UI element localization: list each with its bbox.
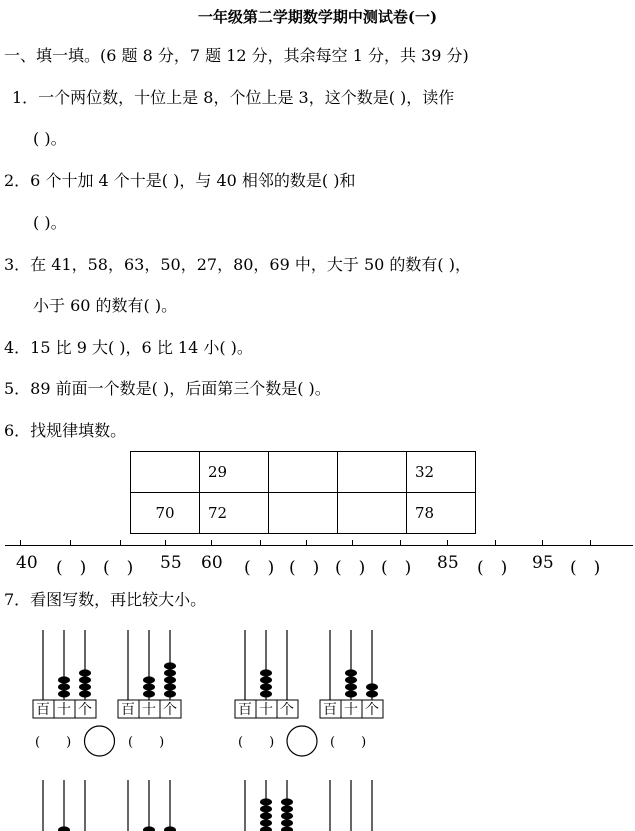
table-row: [131, 493, 476, 534]
abacus-bead: [79, 683, 91, 690]
abacus-bead: [164, 662, 176, 669]
number-line-tick: [590, 540, 591, 546]
number-line-label: 95: [532, 553, 554, 573]
number-line-label: 60: [201, 553, 223, 573]
number-line-label: ( ): [56, 558, 87, 578]
question-1-line1: 1．一个两位数，十位上是 8，个位上是 3，这个数是( )，读作: [12, 88, 455, 107]
number-line-tick: [495, 540, 496, 546]
number-line-tick: [447, 540, 448, 546]
question-4: 4．15 比 9 大( )，6 比 14 小( )。: [4, 338, 253, 357]
question-6-text: 6．找规律填数。: [4, 421, 127, 440]
abacus-bead: [366, 690, 378, 697]
number-line-label: ( ): [103, 558, 134, 578]
abacus-bead: [164, 826, 176, 831]
number-line-label: ( ): [335, 558, 366, 578]
number-line-label: 40: [16, 553, 38, 573]
question-3-line1: 3．在 41，58，63，50，27，80，69 中，大于 50 的数有( )，: [4, 255, 471, 274]
place-label: 个: [78, 702, 92, 718]
number-line-label: ( ): [477, 558, 508, 578]
number-line-label: ( ): [244, 558, 275, 578]
number-line-label: 85: [437, 553, 459, 573]
table-cell: 78: [407, 493, 476, 534]
abacus-bead: [260, 826, 272, 831]
section-heading: 一、填一填。(6 题 8 分，7 题 12 分，其余每空 1 分，共 39 分): [4, 46, 469, 65]
abacus-bead: [345, 683, 357, 690]
place-label: 百: [238, 702, 252, 718]
abacus-bead: [281, 812, 293, 819]
question-2-line1: 2．6 个十加 4 个十是( )，与 40 相邻的数是( )和: [4, 171, 356, 190]
abacus-bead: [281, 798, 293, 805]
table-cell: 29: [200, 452, 269, 493]
abacus-bead: [58, 676, 70, 683]
question-5: 5．89 前面一个数是( )，后面第三个数是( )。: [4, 379, 331, 398]
question-2-line2: ( )。: [33, 213, 67, 232]
abacus-bead: [260, 683, 272, 690]
abacus-bead: [281, 826, 293, 831]
abacus-bead: [143, 826, 155, 831]
answer-blank: ( ): [128, 735, 165, 750]
abacus-bead: [79, 676, 91, 683]
question-1-line2: ( )。: [33, 129, 67, 148]
abacus-bead: [58, 826, 70, 831]
place-label: 百: [323, 702, 337, 718]
place-label: 个: [365, 702, 379, 718]
number-line-label: ( ): [289, 558, 320, 578]
place-label: 十: [344, 702, 358, 718]
table-cell: [269, 493, 338, 534]
number-line-tick: [120, 540, 121, 546]
place-label: 十: [57, 702, 71, 718]
number-line-tick: [211, 540, 212, 546]
abacus-bead: [260, 676, 272, 683]
abacus-bead: [260, 798, 272, 805]
table-cell: [338, 452, 407, 493]
abacus-bead: [260, 812, 272, 819]
abacus-bead: [143, 690, 155, 697]
number-line-label: 55: [160, 553, 182, 573]
number-line-label: ( ): [381, 558, 412, 578]
number-line: [5, 545, 633, 546]
question-3-line2: 小于 60 的数有( )。: [33, 296, 178, 315]
number-line-tick: [306, 540, 307, 546]
table-cell: 32: [407, 452, 476, 493]
abacus-bead: [164, 676, 176, 683]
abacus-bead: [260, 819, 272, 826]
table-cell: 72: [200, 493, 269, 534]
question-7-text: 7．看图写数，再比较大小。: [4, 590, 207, 609]
place-label: 百: [121, 702, 135, 718]
table-cell: [269, 452, 338, 493]
number-line-tick: [165, 540, 166, 546]
compare-circle: [287, 726, 317, 756]
abacus-bead: [260, 669, 272, 676]
abacus-bead: [143, 683, 155, 690]
place-label: 十: [142, 702, 156, 718]
abacus-bead: [58, 683, 70, 690]
number-line-tick: [20, 540, 21, 546]
number-line-tick: [542, 540, 543, 546]
abacus-bead: [281, 819, 293, 826]
abacus-bead: [143, 676, 155, 683]
abacus-bead: [164, 669, 176, 676]
abacus-bead: [58, 690, 70, 697]
abacus-bead: [164, 690, 176, 697]
compare-circle: [85, 726, 115, 756]
table-cell: 70: [131, 493, 200, 534]
number-line-tick: [70, 540, 71, 546]
table-cell: [131, 452, 200, 493]
answer-blank: ( ): [238, 735, 275, 750]
abacus-bead: [345, 676, 357, 683]
abacus-bead: [164, 683, 176, 690]
abacus-bead: [281, 805, 293, 812]
place-label: 百: [36, 702, 50, 718]
number-line-label: ( ): [570, 558, 601, 578]
abacus-figures: [0, 620, 635, 831]
abacus-bead: [260, 805, 272, 812]
place-label: 十: [259, 702, 273, 718]
answer-blank: ( ): [330, 735, 367, 750]
abacus-bead: [260, 690, 272, 697]
table-cell: [338, 493, 407, 534]
number-line-tick: [352, 540, 353, 546]
page-title: 一年级第二学期数学期中测试卷(一): [197, 8, 438, 26]
place-label: 个: [280, 702, 294, 718]
place-label: 个: [163, 702, 177, 718]
abacus-bead: [345, 669, 357, 676]
abacus-bead: [366, 683, 378, 690]
number-line-tick: [400, 540, 401, 546]
table-row: [131, 452, 476, 493]
abacus-bead: [79, 690, 91, 697]
abacus-bead: [345, 690, 357, 697]
pattern-table: [130, 451, 476, 534]
answer-blank: ( ): [35, 735, 72, 750]
abacus-bead: [79, 669, 91, 676]
number-line-tick: [260, 540, 261, 546]
